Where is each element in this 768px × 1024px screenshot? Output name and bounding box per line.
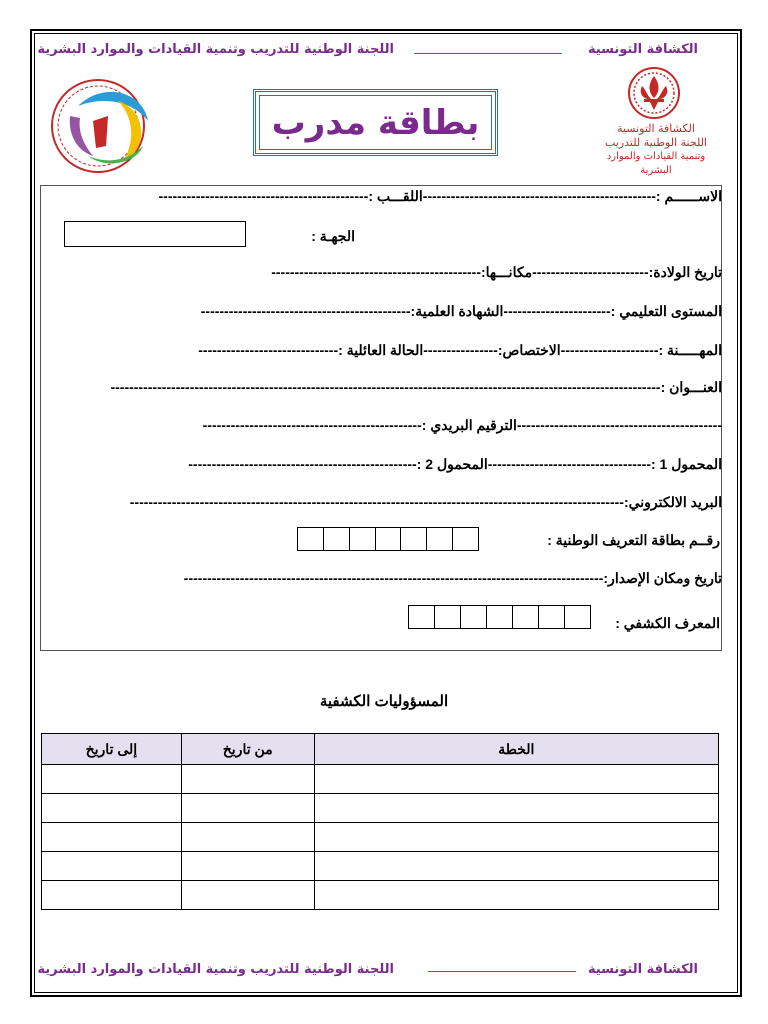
col-plan: الخطة (314, 734, 718, 765)
table-cell[interactable] (42, 794, 182, 823)
left-logo (48, 76, 154, 176)
header-committee: اللجنة الوطنية للتدريب وتنمية القيادات والموارد البشرية (37, 42, 394, 57)
table-cell[interactable] (42, 823, 182, 852)
committee-emblem-icon (48, 76, 154, 176)
address-label: العنـــوان : (660, 379, 722, 395)
scout-id-label: المعرف الكشفي : (615, 615, 720, 631)
postal-row (62, 417, 722, 434)
email-field[interactable]: ---------------------------------------------------------------------------------------------------------- (129, 494, 624, 510)
birth-place-label: مكانـــها: (481, 264, 533, 280)
responsibilities-title: المسؤوليات الكشفية (319, 693, 449, 710)
name-row (42, 188, 722, 205)
footer-committee: اللجنة الوطنية للتدريب وتنمية القيادات والموارد البشرية (37, 962, 394, 977)
issue-row (42, 570, 722, 587)
mobile1-label: المحمول 1 : (650, 456, 722, 472)
responsibilities-table (41, 733, 719, 910)
email-row (42, 494, 722, 511)
address-field[interactable]: ---------------------------------------------------------------------------------------------------------------------- (110, 379, 661, 395)
name-label: الاســــــم : (655, 188, 722, 204)
table-cell[interactable] (314, 765, 718, 794)
job-label: المهـــــنة : (658, 342, 722, 358)
table-cell[interactable] (42, 765, 182, 794)
degree-field[interactable]: --------------------------------------------- (200, 303, 411, 319)
table-row (42, 765, 719, 794)
table-cell[interactable] (314, 823, 718, 852)
scout-id-field[interactable] (408, 605, 591, 629)
issue-label: تاريخ ومكان الإصدار: (603, 570, 722, 586)
table-cell[interactable] (181, 794, 314, 823)
table-cell[interactable] (42, 852, 182, 881)
job-field[interactable]: --------------------- (560, 342, 659, 358)
job-row (42, 342, 722, 359)
surname-label: اللقـــب : (368, 188, 423, 204)
mobile-row (42, 456, 722, 473)
table-cell[interactable] (181, 765, 314, 794)
table-cell[interactable] (314, 852, 718, 881)
col-from-date: من تاريخ (181, 734, 314, 765)
email-label: البريد الالكتروني: (623, 494, 722, 510)
address-row (42, 379, 722, 396)
name-field[interactable]: -------------------------------------------------- (422, 188, 656, 204)
table-cell[interactable] (181, 881, 314, 910)
national-id-label: رقــم بطاقة التعريف الوطنية : (547, 532, 720, 548)
birth-place-field[interactable]: --------------------------------------------- (271, 264, 481, 280)
specialty-field[interactable]: ---------------- (423, 342, 498, 358)
mobile2-field[interactable]: ------------------------------------------------- (188, 456, 417, 472)
col-to-date: إلى تاريخ (42, 734, 182, 765)
right-logo-caption-1: الكشافة التونسية (617, 122, 695, 135)
education-field[interactable]: ----------------------- (503, 303, 611, 319)
page-title: بطاقة مدرب (271, 102, 480, 143)
degree-label: الشهادة العلمية: (410, 303, 504, 319)
issue-field[interactable]: ------------------------------------------------------------------------------------------ (183, 570, 604, 586)
org-label: الجهـة : (311, 228, 355, 244)
family-status-label: الحالة العائلية : (338, 342, 424, 358)
birth-date-label: تاريخ الولادة: (648, 264, 722, 280)
header-org-name: الكشافة التونسية (587, 42, 698, 57)
specialty-label: الاختصاص: (497, 342, 561, 358)
national-id-field[interactable] (297, 527, 479, 551)
mobile1-field[interactable]: ----------------------------------- (487, 456, 651, 472)
right-logo (596, 66, 716, 181)
table-row (42, 794, 719, 823)
footer-divider (428, 971, 576, 972)
postal-code-field[interactable]: ----------------------------------------------- (202, 417, 422, 433)
table-row (42, 852, 719, 881)
table-row (42, 823, 719, 852)
table-cell[interactable] (314, 881, 718, 910)
education-row (42, 303, 722, 320)
postal-code-label: الترقيم البريدي : (421, 417, 517, 433)
table-cell[interactable] (181, 823, 314, 852)
education-label: المستوى التعليمي : (610, 303, 722, 319)
mobile2-label: المحمول 2 : (416, 456, 488, 472)
title-box (253, 89, 498, 156)
address-field-cont[interactable]: -------------------------------------------- (516, 417, 722, 433)
footer-org-name: الكشافة التونسية (587, 962, 698, 977)
org-field[interactable] (64, 221, 246, 247)
birth-row (42, 264, 722, 281)
table-cell[interactable] (42, 881, 182, 910)
right-logo-caption-3: وتنمية القيادات والموارد البشرية (606, 151, 706, 176)
table-cell[interactable] (181, 852, 314, 881)
header-divider (414, 53, 562, 54)
table-row (42, 881, 719, 910)
family-status-field[interactable]: ------------------------------ (198, 342, 339, 358)
surname-field[interactable]: --------------------------------------------- (158, 188, 369, 204)
table-cell[interactable] (314, 794, 718, 823)
right-logo-caption-2: اللجنة الوطنية للتدريب (604, 136, 707, 149)
birth-date-field[interactable]: ------------------------- (532, 264, 649, 280)
